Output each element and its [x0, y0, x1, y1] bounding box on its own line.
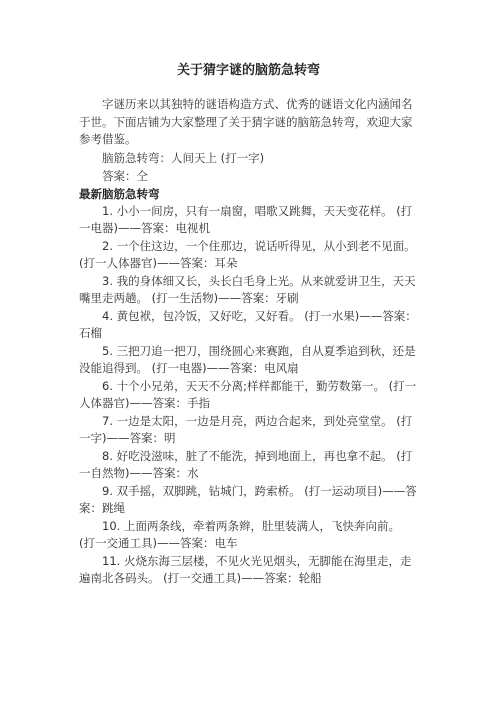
riddle-item-9: 9. 双手摇，双脚跳，钻城门，跨索桥。 (打一运动项目)——答案：跳绳 — [79, 483, 417, 515]
riddle-item-2: 2. 一个住这边，一个住那边，说话听得见，从小到老不见面。 (打一人体器官)——答案：耳朵 — [79, 238, 416, 270]
riddle-item-3: 3. 我的身体细又长，头长白毛身上光。从来就爱讲卫生，天天嘴里走两趟。 (打一生活物)——答案：牙刷 — [79, 273, 416, 305]
riddle-item-7: 7. 一边是太阳，一边是月亮，两边合起来，到处亮堂堂。 (打一字)——答案：明 — [79, 413, 413, 445]
document-title: 关于猜字谜的脑筋急转弯 — [176, 63, 320, 78]
riddle-item-8: 8. 好吃没滋味，脏了不能洗，掉到地面上，再也拿不起。 (打一自然物)——答案：水 — [79, 448, 413, 480]
riddle-item-1: 1. 小小一间房，只有一扇窗，唱歌又跳舞，天天变花样。 (打一电器)——答案：电视机 — [79, 203, 413, 235]
example-question: 脑筋急转弯：人间天上 (打一字) — [102, 150, 265, 165]
riddle-item-4: 4. 黄包袱，包冷饭，又好吃，又好看。 (打一水果)——答案：石榴 — [79, 308, 417, 340]
riddle-item-10: 10. 上面两条线，牵着两条辫，肚里装满人，飞快奔向前。 (打一交通工具)——答案：电车 — [79, 518, 400, 550]
section-heading: 最新脑筋急转弯 — [79, 186, 160, 201]
riddle-item-6: 6. 十个小兄弟，天天不分离;样样都能干，勤劳数第一。 (打一人体器官)——答案：手指 — [79, 378, 417, 410]
riddle-item-11: 11. 火烧东海三层楼，不见火光见烟头，无脚能在海里走，走遍南北各码头。 (打一交通工具)——答案：轮船 — [79, 553, 412, 585]
riddle-item-5: 5. 三把刀追一把刀，围绕圆心来赛跑，自从夏季追到秋，还是没能追得到。 (打一电器)——答案：电风扇 — [79, 343, 416, 375]
example-answer: 答案：仝 — [102, 168, 148, 183]
riddle-list — [79, 203, 418, 588]
intro-paragraph: 字谜历来以其独特的谜语构造方式、优秀的谜语文化内涵闻名于世。下面店铺为大家整理了关于猜字谜的脑筋急转弯，欢迎大家参考借鉴。 — [79, 97, 413, 146]
